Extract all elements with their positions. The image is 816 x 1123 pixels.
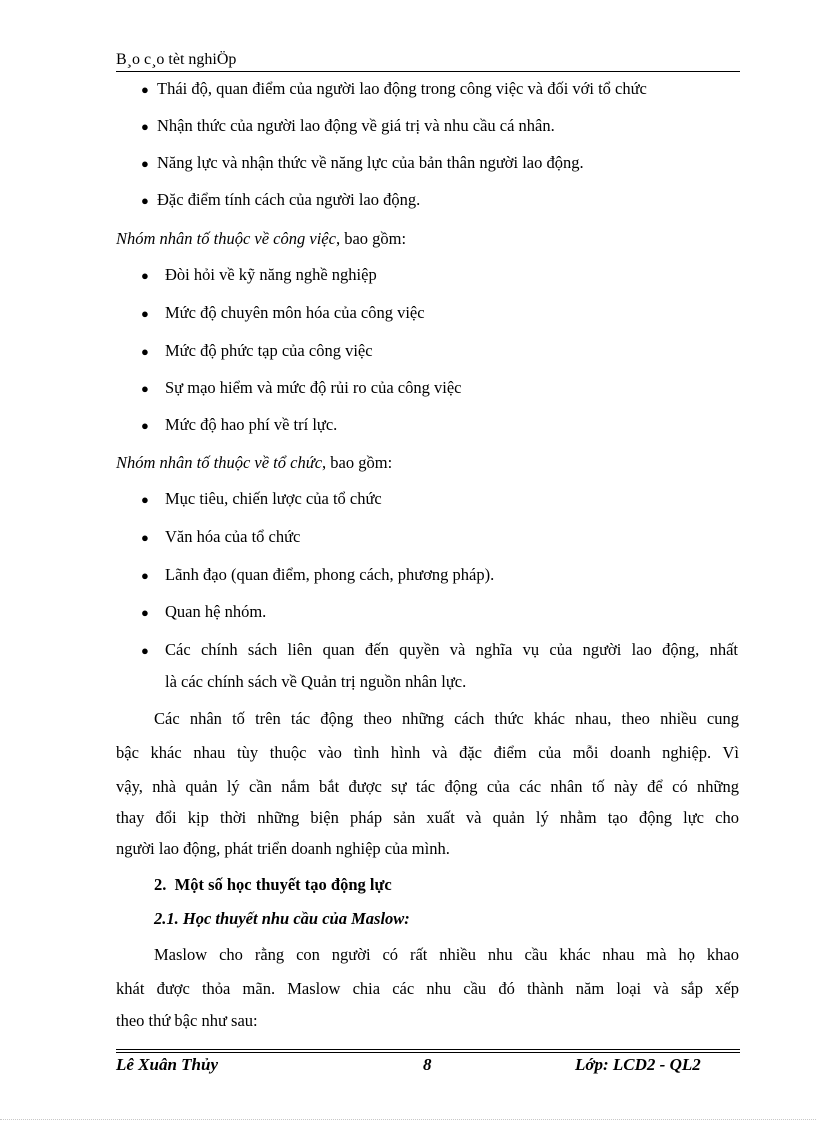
- list-item: Sự mạo hiểm và mức độ rủi ro của công việc: [165, 378, 462, 397]
- page-edge: [0, 1119, 816, 1120]
- paragraph-line: theo thứ bậc như sau:: [116, 1011, 258, 1030]
- list-item-continuation: là các chính sách về Quản trị nguồn nhân lực.: [165, 672, 467, 691]
- bullet-icon: ●: [141, 306, 149, 321]
- footer-rule: [116, 1052, 740, 1053]
- bullet-icon: ●: [141, 193, 149, 208]
- footer-class: Lớp: LCD2 - QL2: [575, 1055, 701, 1074]
- bullet-icon: ●: [141, 82, 149, 97]
- bullet-icon: ●: [141, 119, 149, 134]
- bullet-icon: ●: [141, 605, 149, 620]
- group-heading-italic: Nhóm nhân tố thuộc về công việc: [116, 229, 336, 248]
- footer-page-number: 8: [423, 1055, 432, 1074]
- list-item: Đòi hỏi về kỹ năng nghề nghiệp: [165, 265, 377, 284]
- group-heading-work: [116, 228, 406, 250]
- list-item: Năng lực và nhận thức về năng lực của bản thân người lao động.: [157, 153, 584, 172]
- list-item: Các chính sách liên quan đến quyền và nghĩa vụ của người lao động, nhất: [165, 640, 738, 659]
- running-header: B¸o c¸o tèt nghiÖp: [116, 51, 237, 68]
- paragraph-line: vậy, nhà quản lý cần nắm bắt được sự tác động của các nhân tố này để có những: [116, 777, 739, 796]
- group-heading-italic: Nhóm nhân tố thuộc về tổ chức: [116, 453, 323, 472]
- bullet-icon: ●: [141, 344, 149, 359]
- bullet-icon: ●: [141, 568, 149, 583]
- list-item: Văn hóa của tổ chức: [165, 527, 301, 546]
- paragraph-line: người lao động, phát triển doanh nghiệp của mình.: [116, 839, 450, 858]
- paragraph-line: bậc khác nhau tùy thuộc vào tình hình và đặc điểm của mỗi doanh nghiệp. Vì: [116, 743, 739, 762]
- list-item: Quan hệ nhóm.: [165, 602, 267, 621]
- subsection-heading: 2.1. Học thuyết nhu cầu của Maslow:: [154, 909, 410, 928]
- paragraph-line: thay đổi kịp thời những biện pháp sản xuất và quản lý nhằm tạo động lực cho: [116, 808, 739, 827]
- group-heading-organization: [116, 452, 392, 474]
- section-heading: 2. Một số học thuyết tạo động lực: [154, 875, 392, 894]
- list-item: Đặc điểm tính cách của người lao động.: [157, 190, 421, 209]
- bullet-icon: ●: [141, 268, 149, 283]
- footer-rule: [116, 1049, 740, 1050]
- list-item: Mức độ hao phí về trí lực.: [165, 415, 338, 434]
- list-item: Mức độ phức tạp của công việc: [165, 341, 373, 360]
- bullet-icon: ●: [141, 381, 149, 396]
- list-item: Thái độ, quan điểm của người lao động trong công việc và đối với tổ chức: [157, 79, 647, 98]
- paragraph-line: Các nhân tố trên tác động theo những cách thức khác nhau, theo nhiều cung: [154, 709, 739, 728]
- header-rule: [116, 71, 740, 72]
- footer-author: Lê Xuân Thủy: [116, 1055, 219, 1074]
- list-item: Mục tiêu, chiến lược của tổ chức: [165, 489, 382, 508]
- bullet-icon: ●: [141, 643, 149, 658]
- bullet-icon: ●: [141, 530, 149, 545]
- paragraph-line: khát được thỏa mãn. Maslow chia các nhu cầu đó thành năm loại và sắp xếp: [116, 979, 739, 998]
- group-heading-rest: , bao gồm:: [322, 453, 393, 472]
- bullet-icon: ●: [141, 418, 149, 433]
- bullet-icon: ●: [141, 492, 149, 507]
- paragraph-line: Maslow cho rằng con người có rất nhiều nhu cầu khác nhau mà họ khao: [154, 945, 739, 964]
- bullet-icon: ●: [141, 156, 149, 171]
- group-heading-rest: , bao gồm:: [335, 229, 407, 248]
- list-item: Lãnh đạo (quan điểm, phong cách, phương pháp).: [165, 565, 495, 584]
- list-item: Mức độ chuyên môn hóa của công việc: [165, 303, 425, 322]
- list-item: Nhận thức của người lao động về giá trị và nhu cầu cá nhân.: [157, 116, 555, 135]
